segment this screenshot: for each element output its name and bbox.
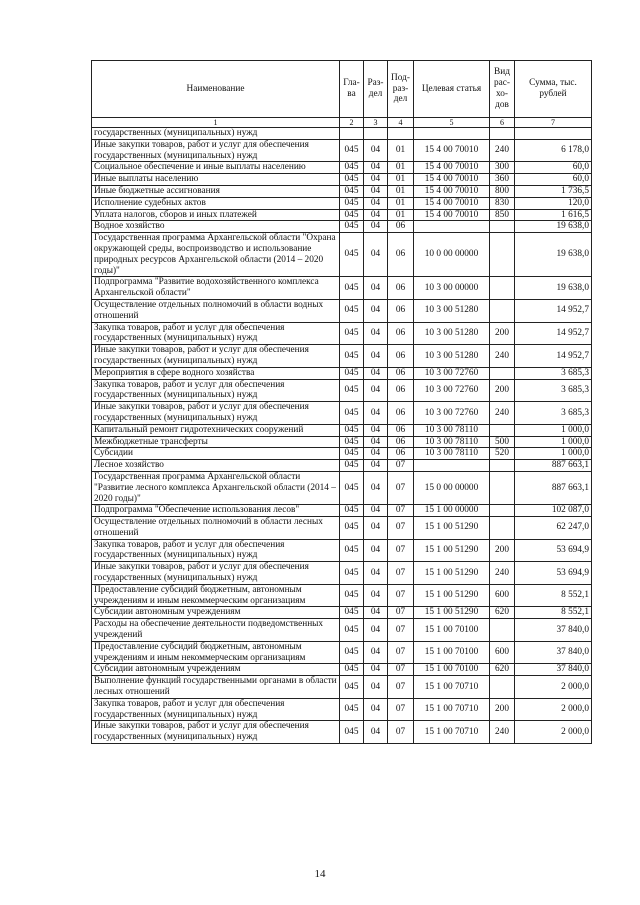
cell-glava: 045 (340, 402, 364, 425)
table-row (92, 619, 592, 642)
cell-razdel: 04 (364, 471, 388, 504)
cell-statya: 15 1 00 70100 (414, 664, 490, 676)
cell-summa: 19 638,0 (515, 221, 592, 233)
cell-name: Капитальный ремонт гидротехнических сооружений (92, 424, 340, 436)
cell-vid: 500 (490, 436, 515, 448)
table-row (92, 128, 592, 140)
column-number-row (92, 118, 592, 128)
cell-summa: 120,0 (515, 197, 592, 209)
table-row (92, 209, 592, 221)
cell-podrazdel: 06 (388, 448, 414, 460)
cell-podrazdel: 06 (388, 277, 414, 300)
cell-glava: 045 (340, 345, 364, 368)
cell-statya: 10 3 00 78110 (414, 424, 490, 436)
cell-statya: 10 3 00 72760 (414, 379, 490, 402)
cell-statya: 15 0 00 00000 (414, 471, 490, 504)
cell-name: Межбюджетные трансферты (92, 436, 340, 448)
cell-vid (490, 676, 515, 699)
cell-summa: 37 840,0 (515, 619, 592, 642)
cell-statya: 15 4 00 70010 (414, 209, 490, 221)
cell-name: Предоставление субсидий бюджетным, автономным учреждениям и иным некоммерческим организациям (92, 584, 340, 607)
cell-razdel: 04 (364, 562, 388, 585)
column-number: 7 (515, 118, 592, 128)
header-statya: Целевая статья (414, 61, 490, 118)
cell-vid: 300 (490, 162, 515, 174)
cell-summa: 37 840,0 (515, 641, 592, 664)
table-row (92, 676, 592, 699)
cell-podrazdel: 01 (388, 174, 414, 186)
cell-podrazdel: 07 (388, 721, 414, 744)
cell-razdel (364, 128, 388, 140)
table-row (92, 471, 592, 504)
cell-glava: 045 (340, 233, 364, 277)
cell-podrazdel: 06 (388, 345, 414, 368)
cell-vid (490, 471, 515, 504)
cell-summa: 14 952,7 (515, 299, 592, 322)
cell-podrazdel: 07 (388, 607, 414, 619)
cell-statya (414, 128, 490, 140)
cell-razdel: 04 (364, 322, 388, 345)
table-row (92, 562, 592, 585)
cell-name: Выполнение функций государственными органами в области лесных отношений (92, 676, 340, 699)
cell-name: Водное хозяйство (92, 221, 340, 233)
table-body (92, 128, 592, 744)
cell-podrazdel: 07 (388, 505, 414, 517)
cell-glava: 045 (340, 641, 364, 664)
cell-glava: 045 (340, 277, 364, 300)
cell-summa: 102 087,0 (515, 505, 592, 517)
cell-glava: 045 (340, 539, 364, 562)
column-number: 1 (92, 118, 340, 128)
cell-razdel: 04 (364, 460, 388, 472)
cell-glava: 045 (340, 505, 364, 517)
cell-podrazdel: 07 (388, 471, 414, 504)
cell-glava: 045 (340, 221, 364, 233)
header-row (92, 61, 592, 118)
cell-statya: 15 4 00 70010 (414, 162, 490, 174)
table-row (92, 185, 592, 197)
cell-razdel: 04 (364, 721, 388, 744)
table-row (92, 424, 592, 436)
cell-razdel: 04 (364, 209, 388, 221)
cell-razdel: 04 (364, 277, 388, 300)
cell-statya: 15 1 00 70100 (414, 641, 490, 664)
table-row (92, 345, 592, 368)
cell-summa: 14 952,7 (515, 345, 592, 368)
cell-summa: 2 000,0 (515, 698, 592, 721)
cell-podrazdel: 07 (388, 641, 414, 664)
cell-podrazdel: 07 (388, 676, 414, 699)
cell-name: Государственная программа Архангельской области "Охрана окружающей среды, воспроизводство и использование природных ресурсов Архангельской области (2014 – 2020 годы)" (92, 233, 340, 277)
table-row (92, 162, 592, 174)
cell-statya: 10 3 00 51280 (414, 322, 490, 345)
cell-vid: 200 (490, 379, 515, 402)
cell-name: Осуществление отдельных полномочий в области водных отношений (92, 299, 340, 322)
cell-podrazdel: 07 (388, 460, 414, 472)
cell-statya: 15 1 00 70710 (414, 721, 490, 744)
cell-vid: 800 (490, 185, 515, 197)
column-number: 5 (414, 118, 490, 128)
cell-summa: 6 178,0 (515, 139, 592, 162)
cell-statya (414, 221, 490, 233)
cell-podrazdel: 07 (388, 698, 414, 721)
column-number: 4 (388, 118, 414, 128)
cell-vid: 620 (490, 607, 515, 619)
cell-glava: 045 (340, 460, 364, 472)
cell-vid: 850 (490, 209, 515, 221)
cell-podrazdel: 07 (388, 619, 414, 642)
cell-summa: 3 685,3 (515, 402, 592, 425)
header-razdel: Раз-дел (364, 61, 388, 118)
table-row (92, 584, 592, 607)
cell-statya: 15 1 00 70710 (414, 676, 490, 699)
cell-glava: 045 (340, 698, 364, 721)
cell-statya: 15 4 00 70010 (414, 197, 490, 209)
cell-name: Иные закупки товаров, работ и услуг для обеспечения государственных (муниципальных) нужд (92, 562, 340, 585)
cell-podrazdel: 07 (388, 517, 414, 540)
cell-vid (490, 233, 515, 277)
cell-name: Субсидии автономным учреждениям (92, 607, 340, 619)
table-row (92, 607, 592, 619)
cell-vid: 830 (490, 197, 515, 209)
cell-razdel: 04 (364, 619, 388, 642)
cell-glava: 045 (340, 517, 364, 540)
cell-razdel: 04 (364, 517, 388, 540)
cell-razdel: 04 (364, 197, 388, 209)
cell-statya: 10 3 00 78110 (414, 436, 490, 448)
cell-summa: 2 000,0 (515, 676, 592, 699)
cell-summa: 14 952,7 (515, 322, 592, 345)
cell-vid: 600 (490, 641, 515, 664)
cell-name: Иные бюджетные ассигнования (92, 185, 340, 197)
cell-vid (490, 505, 515, 517)
cell-vid (490, 299, 515, 322)
cell-razdel: 04 (364, 607, 388, 619)
cell-summa: 1 000,0 (515, 448, 592, 460)
cell-podrazdel: 06 (388, 322, 414, 345)
cell-statya: 10 0 00 00000 (414, 233, 490, 277)
cell-podrazdel: 07 (388, 584, 414, 607)
cell-glava: 045 (340, 197, 364, 209)
cell-razdel: 04 (364, 448, 388, 460)
cell-statya: 15 1 00 00000 (414, 505, 490, 517)
cell-summa: 62 247,0 (515, 517, 592, 540)
cell-vid: 240 (490, 345, 515, 368)
table-row (92, 221, 592, 233)
cell-podrazdel: 06 (388, 367, 414, 379)
table-row (92, 698, 592, 721)
cell-razdel: 04 (364, 664, 388, 676)
cell-summa: 19 638,0 (515, 233, 592, 277)
cell-glava: 045 (340, 322, 364, 345)
cell-razdel: 04 (364, 367, 388, 379)
cell-podrazdel: 01 (388, 209, 414, 221)
cell-statya: 15 4 00 70010 (414, 139, 490, 162)
table-row (92, 277, 592, 300)
cell-vid (490, 460, 515, 472)
cell-statya: 10 3 00 00000 (414, 277, 490, 300)
cell-statya: 15 4 00 70010 (414, 185, 490, 197)
header-vid: Вид рас-хо-дов (490, 61, 515, 118)
budget-table (91, 60, 592, 744)
cell-name: Государственная программа Архангельской области "Развитие лесного комплекса Архангельской области (2014 – 2020 годы)" (92, 471, 340, 504)
header-name: Наименование (92, 61, 340, 118)
cell-glava: 045 (340, 619, 364, 642)
cell-razdel: 04 (364, 379, 388, 402)
cell-glava: 045 (340, 299, 364, 322)
cell-razdel: 04 (364, 676, 388, 699)
table-row (92, 517, 592, 540)
table-row (92, 402, 592, 425)
cell-summa: 1 000,0 (515, 436, 592, 448)
cell-razdel: 04 (364, 185, 388, 197)
cell-summa: 53 694,9 (515, 562, 592, 585)
table-header (92, 61, 592, 128)
table-row (92, 539, 592, 562)
cell-name: государственных (муниципальных) нужд (92, 128, 340, 140)
cell-glava: 045 (340, 584, 364, 607)
cell-razdel: 04 (364, 505, 388, 517)
cell-razdel: 04 (364, 221, 388, 233)
cell-name: Исполнение судебных актов (92, 197, 340, 209)
column-number: 6 (490, 118, 515, 128)
cell-podrazdel: 01 (388, 197, 414, 209)
cell-summa (515, 128, 592, 140)
cell-podrazdel (388, 128, 414, 140)
cell-summa: 1 616,5 (515, 209, 592, 221)
cell-name: Осуществление отдельных полномочий в области лесных отношений (92, 517, 340, 540)
table-row (92, 233, 592, 277)
cell-glava: 045 (340, 448, 364, 460)
cell-summa: 887 663,1 (515, 460, 592, 472)
cell-name: Иные выплаты населению (92, 174, 340, 186)
cell-vid: 200 (490, 698, 515, 721)
cell-vid: 200 (490, 322, 515, 345)
cell-podrazdel: 07 (388, 562, 414, 585)
cell-statya: 15 1 00 70710 (414, 698, 490, 721)
cell-glava: 045 (340, 367, 364, 379)
cell-vid (490, 619, 515, 642)
cell-name: Субсидии автономным учреждениям (92, 664, 340, 676)
cell-name: Субсидии (92, 448, 340, 460)
cell-statya: 15 1 00 70100 (414, 619, 490, 642)
cell-name: Закупка товаров, работ и услуг для обеспечения государственных (муниципальных) нужд (92, 698, 340, 721)
cell-glava: 045 (340, 185, 364, 197)
cell-podrazdel: 06 (388, 424, 414, 436)
cell-glava: 045 (340, 676, 364, 699)
cell-statya: 15 1 00 51290 (414, 607, 490, 619)
cell-statya: 15 4 00 70010 (414, 174, 490, 186)
cell-podrazdel: 01 (388, 162, 414, 174)
cell-glava (340, 128, 364, 140)
cell-statya: 10 3 00 51280 (414, 345, 490, 368)
header-podrazdel: Под-раз-дел (388, 61, 414, 118)
table-row (92, 367, 592, 379)
cell-vid: 520 (490, 448, 515, 460)
cell-vid: 600 (490, 584, 515, 607)
cell-statya: 10 3 00 72760 (414, 367, 490, 379)
cell-name: Подпрограмма "Развитие водохозяйственного комплекса Архангельской области" (92, 277, 340, 300)
cell-summa: 1 000,0 (515, 424, 592, 436)
column-number: 3 (364, 118, 388, 128)
cell-razdel: 04 (364, 139, 388, 162)
cell-name: Уплата налогов, сборов и иных платежей (92, 209, 340, 221)
cell-razdel: 04 (364, 174, 388, 186)
cell-glava: 045 (340, 424, 364, 436)
cell-summa: 19 638,0 (515, 277, 592, 300)
table-row (92, 641, 592, 664)
cell-statya: 10 3 00 51280 (414, 299, 490, 322)
column-number: 2 (340, 118, 364, 128)
cell-statya: 15 1 00 51290 (414, 517, 490, 540)
cell-name: Лесное хозяйство (92, 460, 340, 472)
cell-summa: 8 552,1 (515, 584, 592, 607)
cell-vid: 360 (490, 174, 515, 186)
cell-podrazdel: 01 (388, 139, 414, 162)
cell-podrazdel: 06 (388, 221, 414, 233)
cell-summa: 53 694,9 (515, 539, 592, 562)
cell-glava: 045 (340, 664, 364, 676)
cell-summa: 8 552,1 (515, 607, 592, 619)
cell-name: Закупка товаров, работ и услуг для обеспечения государственных (муниципальных) нужд (92, 322, 340, 345)
cell-podrazdel: 01 (388, 185, 414, 197)
cell-vid: 200 (490, 539, 515, 562)
cell-name: Иные закупки товаров, работ и услуг для обеспечения государственных (муниципальных) нужд (92, 402, 340, 425)
cell-vid: 240 (490, 402, 515, 425)
cell-razdel: 04 (364, 402, 388, 425)
cell-name: Иные закупки товаров, работ и услуг для обеспечения государственных (муниципальных) нужд (92, 345, 340, 368)
cell-statya: 15 1 00 51290 (414, 539, 490, 562)
cell-vid: 240 (490, 562, 515, 585)
cell-glava: 045 (340, 162, 364, 174)
cell-vid (490, 367, 515, 379)
cell-podrazdel: 06 (388, 233, 414, 277)
cell-name: Мероприятия в сфере водного хозяйства (92, 367, 340, 379)
cell-glava: 045 (340, 721, 364, 744)
cell-name: Подпрограмма "Обеспечение использования лесов" (92, 505, 340, 517)
cell-glava: 045 (340, 562, 364, 585)
cell-razdel: 04 (364, 584, 388, 607)
cell-podrazdel: 06 (388, 436, 414, 448)
cell-vid (490, 517, 515, 540)
cell-statya: 10 3 00 78110 (414, 448, 490, 460)
cell-name: Закупка товаров, работ и услуг для обеспечения государственных (муниципальных) нужд (92, 539, 340, 562)
cell-podrazdel: 06 (388, 379, 414, 402)
table-row (92, 721, 592, 744)
cell-vid (490, 277, 515, 300)
page-number: 14 (314, 868, 326, 880)
cell-razdel: 04 (364, 436, 388, 448)
cell-summa: 3 685,3 (515, 367, 592, 379)
cell-summa: 887 663,1 (515, 471, 592, 504)
cell-vid (490, 128, 515, 140)
cell-glava: 045 (340, 209, 364, 221)
cell-glava: 045 (340, 607, 364, 619)
table-row (92, 174, 592, 186)
cell-statya: 15 1 00 51290 (414, 584, 490, 607)
table-row (92, 505, 592, 517)
cell-razdel: 04 (364, 299, 388, 322)
table-row (92, 664, 592, 676)
header-glava: Гла-ва (340, 61, 364, 118)
cell-name: Иные закупки товаров, работ и услуг для обеспечения государственных (муниципальных) нужд (92, 721, 340, 744)
table-row (92, 139, 592, 162)
cell-vid: 620 (490, 664, 515, 676)
cell-name: Социальное обеспечение и иные выплаты населению (92, 162, 340, 174)
table-row (92, 322, 592, 345)
table-row (92, 436, 592, 448)
cell-vid (490, 221, 515, 233)
cell-glava: 045 (340, 436, 364, 448)
cell-vid (490, 424, 515, 436)
cell-summa: 2 000,0 (515, 721, 592, 744)
table-row (92, 299, 592, 322)
cell-name: Предоставление субсидий бюджетным, автономным учреждениям и иным некоммерческим организациям (92, 641, 340, 664)
cell-podrazdel: 07 (388, 664, 414, 676)
cell-name: Расходы на обеспечение деятельности подведомственных учреждений (92, 619, 340, 642)
cell-glava: 045 (340, 139, 364, 162)
table-row (92, 379, 592, 402)
cell-podrazdel: 06 (388, 402, 414, 425)
cell-glava: 045 (340, 174, 364, 186)
cell-statya (414, 460, 490, 472)
cell-glava: 045 (340, 471, 364, 504)
cell-razdel: 04 (364, 424, 388, 436)
cell-statya: 10 3 00 72760 (414, 402, 490, 425)
cell-vid: 240 (490, 139, 515, 162)
cell-summa: 3 685,3 (515, 379, 592, 402)
cell-vid: 240 (490, 721, 515, 744)
cell-podrazdel: 07 (388, 539, 414, 562)
cell-statya: 15 1 00 51290 (414, 562, 490, 585)
cell-razdel: 04 (364, 698, 388, 721)
table-row (92, 448, 592, 460)
cell-name: Иные закупки товаров, работ и услуг для обеспечения государственных (муниципальных) нужд (92, 139, 340, 162)
table-row (92, 460, 592, 472)
cell-summa: 1 736,5 (515, 185, 592, 197)
header-summa: Сумма, тыс. рублей (515, 61, 592, 118)
cell-podrazdel: 06 (388, 299, 414, 322)
cell-summa: 60,0 (515, 174, 592, 186)
cell-razdel: 04 (364, 162, 388, 174)
cell-summa: 60,0 (515, 162, 592, 174)
cell-glava: 045 (340, 379, 364, 402)
cell-summa: 37 840,0 (515, 664, 592, 676)
cell-razdel: 04 (364, 539, 388, 562)
cell-name: Закупка товаров, работ и услуг для обеспечения государственных (муниципальных) нужд (92, 379, 340, 402)
table-row (92, 197, 592, 209)
cell-razdel: 04 (364, 345, 388, 368)
cell-razdel: 04 (364, 641, 388, 664)
cell-razdel: 04 (364, 233, 388, 277)
